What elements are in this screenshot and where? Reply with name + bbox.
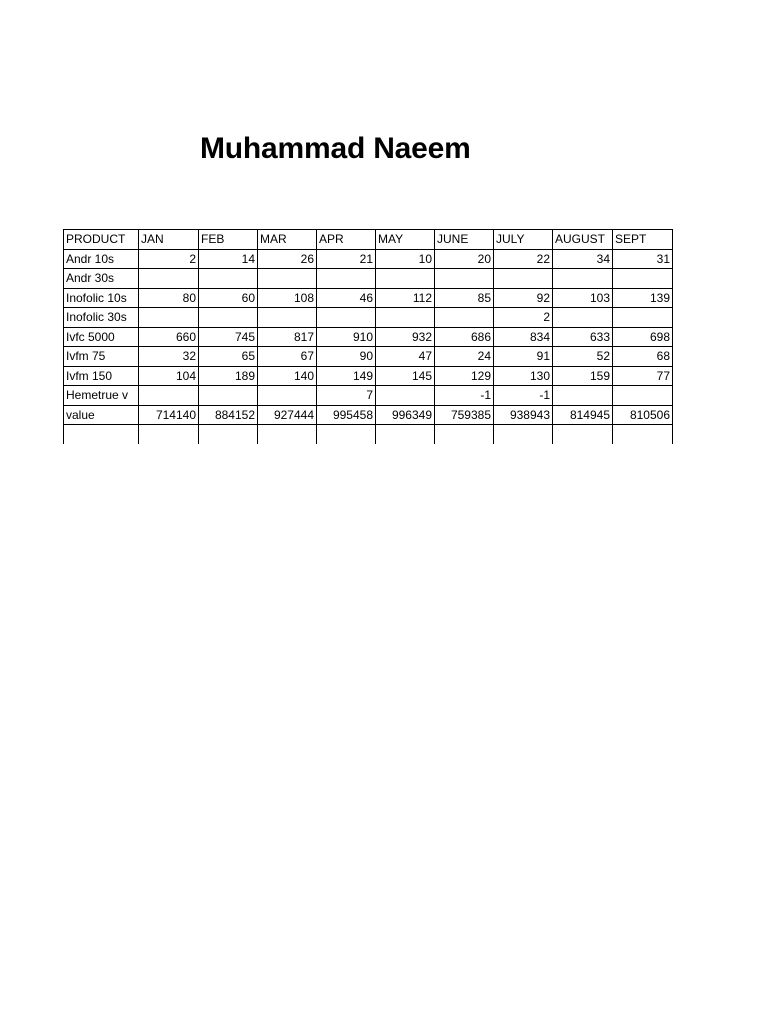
- value-cell: 104: [139, 366, 199, 386]
- row-label-cell: [64, 425, 139, 444]
- row-label-cell: Ivfm 75: [64, 347, 139, 367]
- value-cell: [553, 386, 613, 406]
- value-cell: 32: [139, 347, 199, 367]
- value-cell: 67: [258, 347, 317, 367]
- value-cell: [199, 425, 258, 444]
- value-cell: 698: [613, 327, 673, 347]
- value-cell: 21: [317, 249, 376, 269]
- value-cell: [376, 269, 435, 289]
- value-cell: 85: [435, 288, 494, 308]
- value-cell: 189: [199, 366, 258, 386]
- header-cell: JULY: [494, 230, 553, 250]
- value-cell: 52: [553, 347, 613, 367]
- table-row: [64, 327, 673, 347]
- header-cell: APR: [317, 230, 376, 250]
- value-cell: 20: [435, 249, 494, 269]
- value-cell: 633: [553, 327, 613, 347]
- value-cell: 77: [613, 366, 673, 386]
- value-cell: [613, 425, 673, 444]
- value-cell: 10: [376, 249, 435, 269]
- value-cell: 130: [494, 366, 553, 386]
- value-cell: [199, 269, 258, 289]
- value-cell: 759385: [435, 405, 494, 425]
- value-cell: 938943: [494, 405, 553, 425]
- table-row: [64, 405, 673, 425]
- value-cell: 149: [317, 366, 376, 386]
- row-label-cell: Andr 30s: [64, 269, 139, 289]
- table-row: [64, 288, 673, 308]
- value-cell: [139, 269, 199, 289]
- table-row: [64, 269, 673, 289]
- value-cell: 129: [435, 366, 494, 386]
- table-row: [64, 425, 673, 444]
- value-cell: 139: [613, 288, 673, 308]
- header-cell: AUGUST: [553, 230, 613, 250]
- value-cell: [494, 425, 553, 444]
- value-cell: [376, 308, 435, 328]
- value-cell: 810506: [613, 405, 673, 425]
- value-cell: [139, 386, 199, 406]
- header-cell: MAY: [376, 230, 435, 250]
- value-cell: 24: [435, 347, 494, 367]
- header-cell: MAR: [258, 230, 317, 250]
- value-cell: 7: [317, 386, 376, 406]
- value-cell: [258, 308, 317, 328]
- value-cell: 31: [613, 249, 673, 269]
- value-cell: 22: [494, 249, 553, 269]
- row-label-cell: Hemetrue v: [64, 386, 139, 406]
- value-cell: [317, 308, 376, 328]
- value-cell: 90: [317, 347, 376, 367]
- value-cell: 103: [553, 288, 613, 308]
- value-cell: [139, 425, 199, 444]
- table-row: [64, 366, 673, 386]
- value-cell: 745: [199, 327, 258, 347]
- row-label-cell: Andr 10s: [64, 249, 139, 269]
- value-cell: [376, 425, 435, 444]
- value-cell: 46: [317, 288, 376, 308]
- value-cell: 108: [258, 288, 317, 308]
- value-cell: 814945: [553, 405, 613, 425]
- value-cell: [435, 425, 494, 444]
- value-cell: [494, 269, 553, 289]
- value-cell: [553, 425, 613, 444]
- value-cell: 34: [553, 249, 613, 269]
- value-cell: 68: [613, 347, 673, 367]
- table-row: [64, 249, 673, 269]
- value-cell: 26: [258, 249, 317, 269]
- header-cell: FEB: [199, 230, 258, 250]
- value-cell: 145: [376, 366, 435, 386]
- header-cell: SEPT: [613, 230, 673, 250]
- value-cell: [317, 425, 376, 444]
- value-cell: 834: [494, 327, 553, 347]
- value-cell: 91: [494, 347, 553, 367]
- value-cell: 159: [553, 366, 613, 386]
- value-cell: [613, 269, 673, 289]
- header-cell: JAN: [139, 230, 199, 250]
- value-cell: 714140: [139, 405, 199, 425]
- value-cell: [553, 269, 613, 289]
- value-cell: 47: [376, 347, 435, 367]
- value-cell: -1: [494, 386, 553, 406]
- value-cell: 996349: [376, 405, 435, 425]
- table-row: [64, 386, 673, 406]
- value-cell: [553, 308, 613, 328]
- table-row: [64, 347, 673, 367]
- value-cell: [258, 269, 317, 289]
- value-cell: [258, 386, 317, 406]
- value-cell: [317, 269, 376, 289]
- value-cell: [435, 308, 494, 328]
- value-cell: 112: [376, 288, 435, 308]
- row-label-cell: Ivfc 5000: [64, 327, 139, 347]
- value-cell: 884152: [199, 405, 258, 425]
- header-cell: JUNE: [435, 230, 494, 250]
- value-cell: 92: [494, 288, 553, 308]
- value-cell: 995458: [317, 405, 376, 425]
- value-cell: 65: [199, 347, 258, 367]
- data-table: [63, 229, 673, 444]
- value-cell: 2: [139, 249, 199, 269]
- value-cell: 140: [258, 366, 317, 386]
- header-row: [64, 230, 673, 250]
- value-cell: [199, 308, 258, 328]
- row-label-cell: Inofolic 30s: [64, 308, 139, 328]
- value-cell: [258, 425, 317, 444]
- value-cell: 660: [139, 327, 199, 347]
- value-cell: [199, 386, 258, 406]
- table-row: [64, 308, 673, 328]
- value-cell: 932: [376, 327, 435, 347]
- value-cell: [613, 308, 673, 328]
- value-cell: 817: [258, 327, 317, 347]
- value-cell: [139, 308, 199, 328]
- value-cell: 14: [199, 249, 258, 269]
- value-cell: -1: [435, 386, 494, 406]
- header-cell: PRODUCT: [64, 230, 139, 250]
- value-cell: [376, 386, 435, 406]
- value-cell: 2: [494, 308, 553, 328]
- value-cell: 60: [199, 288, 258, 308]
- value-cell: [435, 269, 494, 289]
- value-cell: [613, 386, 673, 406]
- row-label-cell: value: [64, 405, 139, 425]
- value-cell: 927444: [258, 405, 317, 425]
- value-cell: 686: [435, 327, 494, 347]
- value-cell: 910: [317, 327, 376, 347]
- row-label-cell: Inofolic 10s: [64, 288, 139, 308]
- value-cell: 80: [139, 288, 199, 308]
- page-title: Muhammad Naeem: [200, 132, 471, 165]
- row-label-cell: Ivfm 150: [64, 366, 139, 386]
